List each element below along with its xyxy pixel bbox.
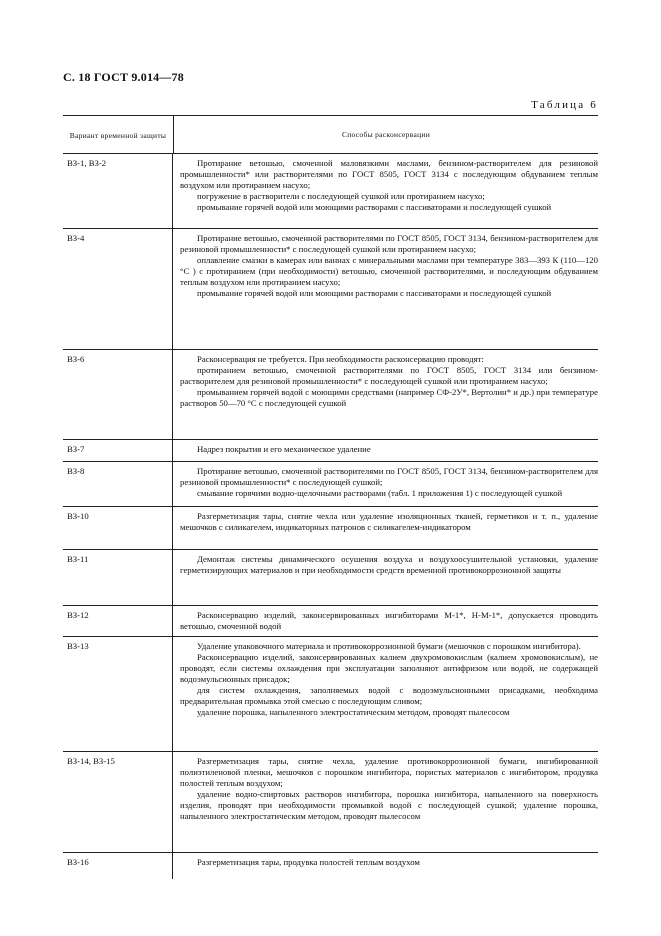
table-label: Таблица 6 bbox=[531, 99, 598, 111]
method-paragraph: Разгерметизация тары, снятие чехла или удаление изоляционных тканей, герметиков и т. п., удаление мешочков с силикагелем, индикаторных патронов с силикагелем-индикатором bbox=[180, 511, 598, 532]
methods-cell bbox=[173, 440, 598, 461]
method-paragraph: Демонтаж системы динамического осушения воздуха и воздухоосушительной установки, удаление герметизирующих материалов и при необходимости средств временной противокоррозионной защиты bbox=[180, 554, 598, 575]
methods-cell bbox=[173, 229, 598, 349]
method-paragraph: удаление водно-спиртовых растворов ингибитора, порошка ингибитора, напыленного на поверхность изделия, проводят при необходимости промывкой водой с последующей сушкой; удаление порошка, напыленного электростатическим методом, проводят пылесосом bbox=[180, 789, 598, 821]
table-row bbox=[63, 507, 598, 550]
table-row bbox=[63, 637, 598, 752]
variant-cell: ВЗ-16 bbox=[63, 853, 173, 879]
variant-cell: ВЗ-8 bbox=[63, 462, 173, 506]
table-header bbox=[63, 115, 598, 154]
method-paragraph: Протирание ветошью, смоченной растворителями по ГОСТ 8505, ГОСТ 3134, бензином-растворителем для резиновой промышленности* с последующей сушкой или протиранием насухо; bbox=[180, 233, 598, 254]
table-row bbox=[63, 350, 598, 440]
table-row bbox=[63, 229, 598, 350]
table-row bbox=[63, 154, 598, 229]
table-row bbox=[63, 462, 598, 507]
table-row bbox=[63, 550, 598, 606]
variant-cell: ВЗ-6 bbox=[63, 350, 173, 439]
method-paragraph: промывание горячей водой или моющими растворами с пассиваторами и последующей сушкой bbox=[197, 288, 552, 298]
methods-cell bbox=[173, 550, 598, 605]
table-row bbox=[63, 752, 598, 853]
variant-cell: ВЗ-10 bbox=[63, 507, 173, 549]
variant-cell: ВЗ-1, ВЗ-2 bbox=[63, 154, 173, 228]
variant-cell: ВЗ-11 bbox=[63, 550, 173, 605]
methods-cell bbox=[173, 462, 598, 506]
method-paragraph: Расконсервация не требуется. При необходимости расконсервацию проводят: bbox=[197, 354, 484, 364]
method-paragraph: Удаление упаковочного материала и противокоррозионной бумаги (мешочков с порошком ингибитора). bbox=[197, 641, 581, 651]
col-header-methods: Способы расконсервации bbox=[341, 130, 431, 139]
method-paragraph: Расконсервацию изделий, законсервированных калием двухромовокислым (калием хромовокислым), не проводят, если системы охлаждения при эксплуатации заполняют антифризом или водой, не содержащей водоэмульсионных присадок; bbox=[180, 652, 598, 684]
variant-cell: ВЗ-7 bbox=[63, 440, 173, 461]
table-row bbox=[63, 606, 598, 637]
method-paragraph: Протирание ветошью, смоченной растворителями по ГОСТ 8505, ГОСТ 3134, бензином-растворителем для резиновой промышленности* с последующей сушкой; bbox=[180, 466, 598, 487]
methods-cell bbox=[173, 606, 598, 636]
method-paragraph: Протирание ветошью, смоченной маловязкими маслами, бензином-растворителем для резиновой промышленности* или растворителями по ГОСТ 8505, ГОСТ 3134 с последующим обдуванием теплым воздухом или протиранием насухо; bbox=[180, 158, 598, 190]
method-paragraph: промывание горячей водой или моющими растворами с пассиваторами и последующей сушкой bbox=[197, 202, 552, 212]
methods-cell bbox=[173, 752, 598, 852]
table-6 bbox=[63, 115, 598, 879]
methods-cell bbox=[173, 154, 598, 228]
variant-cell: ВЗ-12 bbox=[63, 606, 173, 636]
variant-cell: ВЗ-14, ВЗ-15 bbox=[63, 752, 173, 852]
method-paragraph: Расконсервацию изделий, законсервированных ингибиторами М-1*, Н-М-1*, допускается проводить ветошью, смоченной водой bbox=[180, 610, 598, 631]
method-paragraph: протиранием ветошью, смоченной растворителями по ГОСТ 8505, ГОСТ 3134 или бензином-растворителем для резиновой промышленности* с последующей сушкой или протиранием насухо; bbox=[180, 365, 598, 386]
methods-cell bbox=[173, 350, 598, 439]
methods-cell bbox=[173, 507, 598, 549]
variant-cell: ВЗ-13 bbox=[63, 637, 173, 751]
method-paragraph: промыванием горячей водой с моющими средствами (например СФ-2У*, Вертолин* и др.) при температуре растворов 50—70 °С с последующей сушкой bbox=[180, 387, 598, 408]
method-paragraph: погружение в растворители с последующей сушкой или протиранием насухо; bbox=[197, 191, 485, 201]
method-paragraph: для систем охлаждения, заполняемых водой с водоэмульсионными присадками, необходима предварительная промывка этой смесью с последующим сливом; bbox=[180, 685, 598, 706]
method-paragraph: смывание горячими водно-щелочными растворами (табл. 1 приложения 1) с последующей сушкой bbox=[197, 488, 563, 498]
method-paragraph: оплавление смазки в камерах или ваннах с минеральными маслами при температуре 383—393 К (110—120 °С ) с протиранием (при необходимости) ветошью, смоченной растворителями, и последующим обдуванием теплым воздухом или протиранием насухо; bbox=[180, 255, 598, 287]
methods-cell bbox=[173, 637, 598, 751]
methods-cell bbox=[173, 853, 598, 879]
col-header-variant: Вариант временной защиты bbox=[63, 116, 174, 153]
table-row bbox=[63, 853, 598, 879]
method-paragraph: Надрез покрытия и его механическое удаление bbox=[197, 444, 371, 454]
table-body bbox=[63, 154, 598, 879]
method-paragraph: Разгерметизация тары, продувка полостей теплым воздухом bbox=[197, 857, 420, 867]
method-paragraph: удаление порошка, напыленного электростатическим методом, проводят пылесосом bbox=[197, 707, 510, 717]
page-header: С. 18 ГОСТ 9.014—78 bbox=[63, 70, 184, 84]
table-row bbox=[63, 440, 598, 462]
variant-cell: ВЗ-4 bbox=[63, 229, 173, 349]
method-paragraph: Разгерметизация тары, снятие чехла, удаление противокоррозионной бумаги, ингибированной полиэтиленовой пленки, мешочков с порошком ингибитора, пористых материалов с ингибитором, продувка полостей теплым воздухом; bbox=[180, 756, 598, 788]
